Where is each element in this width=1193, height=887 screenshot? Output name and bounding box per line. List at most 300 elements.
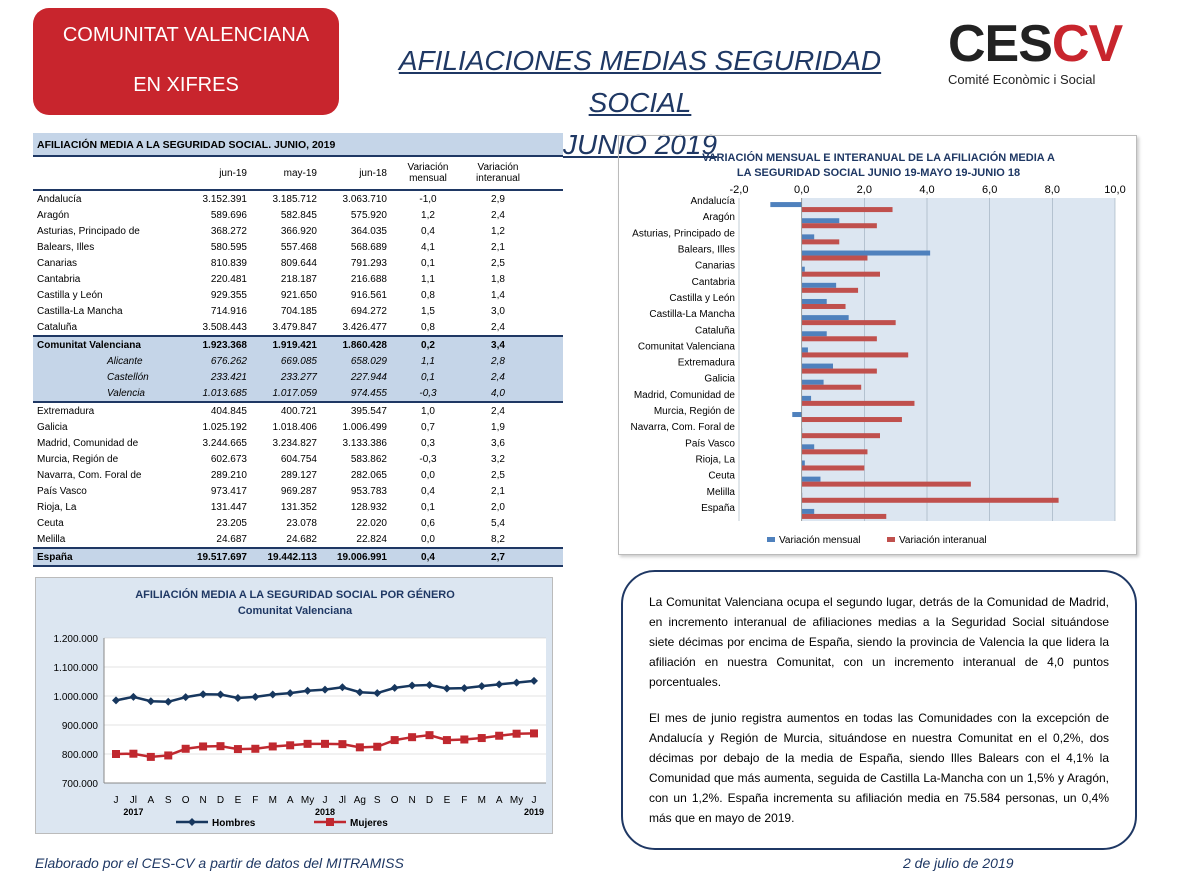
col-header-monthly: Variación mensual — [407, 162, 449, 184]
x-tick-label: Ag — [353, 795, 366, 806]
bar-yearly — [802, 465, 865, 470]
cell: 23.205 — [216, 517, 247, 529]
cell: 953.783 — [350, 485, 387, 497]
cell: 220.481 — [210, 273, 247, 285]
cell: 2,4 — [491, 209, 505, 221]
cell: 131.447 — [210, 501, 247, 513]
title-line-2: JUNIO 2019 — [562, 129, 718, 160]
cell: 218.187 — [280, 273, 317, 285]
cell: 233.277 — [280, 371, 317, 383]
cell: 2,8 — [491, 355, 505, 367]
chart-title: AFILIACIÓN MEDIA A LA SEGURIDAD SOCIAL POR GÉNERO — [135, 589, 455, 601]
table-title: AFILIACIÓN MEDIA A LA SEGURIDAD SOCIAL. JUNIO, 2019 — [33, 133, 563, 157]
y-tick-label: 700.000 — [61, 779, 98, 790]
cell: 658.029 — [350, 355, 387, 367]
data-point — [356, 743, 364, 751]
publication-date: 2 de julio de 2019 — [903, 855, 1014, 871]
cell: 0,8 — [421, 321, 435, 333]
table-row-cv — [33, 337, 563, 353]
table-row — [33, 239, 563, 255]
cell: 973.417 — [210, 485, 247, 497]
cell: 694.272 — [350, 305, 387, 317]
bar-monthly — [792, 412, 801, 417]
cell: 3,0 — [491, 305, 505, 317]
spain-block — [33, 547, 563, 567]
cell: 2,9 — [491, 193, 505, 205]
cell: 602.673 — [210, 453, 247, 465]
bar-yearly — [802, 272, 880, 277]
row-label: Castellón — [107, 371, 149, 383]
x-tick-label: D — [216, 795, 225, 806]
cell: 8,2 — [491, 533, 505, 545]
cell: 1,4 — [491, 289, 505, 301]
data-point — [530, 729, 538, 737]
data-point — [321, 740, 329, 748]
y-category-label: Galicia — [704, 373, 735, 385]
table-row — [33, 499, 563, 515]
x-tick-label: J — [531, 795, 537, 806]
y-category-label: Aragón — [702, 212, 735, 224]
cell: 0,1 — [421, 501, 435, 513]
table-row — [33, 191, 563, 207]
row-label: Melilla — [37, 533, 66, 545]
bar-monthly — [802, 509, 815, 514]
cell: 2,7 — [491, 551, 505, 563]
legend-marker — [188, 818, 196, 826]
cell: 289.210 — [210, 469, 247, 481]
x-tick-label: A — [286, 795, 294, 806]
row-label: España — [37, 551, 73, 563]
cell: 1.860.428 — [342, 339, 387, 351]
cell: 0,3 — [421, 437, 435, 449]
cell: 809.644 — [280, 257, 317, 269]
x-tick-label: My — [300, 795, 315, 806]
year-label: 2018 — [314, 807, 336, 817]
cell: 289.127 — [280, 469, 317, 481]
y-category-label: Castilla y León — [669, 292, 735, 304]
col-header-jun18: jun-18 — [359, 167, 387, 179]
bar-yearly — [802, 207, 893, 212]
cell: -0,3 — [419, 453, 437, 465]
y-tick-label: 900.000 — [61, 721, 98, 732]
col-header-region — [33, 157, 183, 189]
cell: 568.689 — [350, 241, 387, 253]
source-note: Elaborado por el CES-CV a partir de datos del MITRAMISS — [35, 855, 404, 871]
row-label: Castilla-La Mancha — [37, 305, 123, 317]
x-tick-label: M — [268, 795, 277, 806]
cell: 791.293 — [350, 257, 387, 269]
table-row — [33, 319, 563, 335]
cell: 5,4 — [491, 517, 505, 529]
legend-label: Variación mensual — [779, 535, 861, 546]
bar-yearly — [802, 223, 877, 228]
table-row — [33, 271, 563, 287]
x-tick-label: 2,0 — [856, 184, 872, 196]
commentary-paragraph-2: El mes de junio registra aumentos en todas las Comunidades con la excepción de Andalucía y Región de Murcia, situándose en nuestra Comunitat en el 0,2%, dos décimas por debajo de la media de España, siendo Illes Balears con el 4,1% la Comunidad que más aumenta, seguida de Castilla La-Mancha con un 1,5% y Aragón, con un 1,2%. España incrementa su afiliación media en 75.584 personas, un 0,4% más que en mayo de 2019. — [649, 711, 1109, 825]
cell: 364.035 — [350, 225, 387, 237]
row-label: Andalucía — [37, 193, 82, 205]
cell: 575.920 — [350, 209, 387, 221]
cell: 0,8 — [421, 289, 435, 301]
logo-subtitle: Comité Econòmic i Social — [948, 72, 1096, 87]
bar-yearly — [802, 256, 868, 261]
cell: 3,2 — [491, 453, 505, 465]
row-label: Castilla y León — [37, 289, 103, 301]
data-point — [443, 736, 451, 744]
bar-monthly — [802, 477, 821, 482]
cell: 582.845 — [280, 209, 317, 221]
x-tick-label: Jl — [338, 795, 347, 806]
bar-yearly — [802, 433, 880, 438]
x-tick-label: N — [408, 795, 416, 806]
cell: 216.688 — [350, 273, 387, 285]
logo-text-main: CES — [948, 15, 1052, 73]
plot-area — [104, 638, 546, 783]
table-row — [33, 483, 563, 499]
bar-yearly — [802, 352, 909, 357]
cell: 19.442.113 — [267, 551, 317, 563]
cell: 19.006.991 — [336, 551, 387, 563]
cell: -1,0 — [419, 193, 437, 205]
cell: 2,4 — [491, 321, 505, 333]
cell: 22.824 — [356, 533, 387, 545]
bar-yearly — [802, 514, 887, 519]
cell: 4,1 — [421, 241, 435, 253]
table-body-bottom — [33, 401, 563, 547]
cell: 24.682 — [286, 533, 317, 545]
legend-label: Hombres — [212, 818, 256, 829]
badge-line-1: COMUNITAT VALENCIANA — [62, 24, 310, 46]
cell: 0,1 — [421, 257, 435, 269]
x-tick-label: Jl — [129, 795, 138, 806]
province-rows — [33, 353, 563, 401]
x-tick-label: M — [477, 795, 486, 806]
table-row — [33, 531, 563, 547]
cell: 3.244.665 — [202, 437, 247, 449]
table-row — [33, 207, 563, 223]
x-tick-label: J — [113, 795, 119, 806]
legend-marker — [326, 818, 334, 826]
cell: 2,1 — [491, 241, 505, 253]
row-label: Rioja, La — [37, 501, 77, 513]
row-label: Extremadura — [37, 405, 95, 417]
cell: 3.133.386 — [342, 437, 387, 449]
chart-title-line-2: LA SEGURIDAD SOCIAL JUNIO 19-MAYO 19-JUNIO 18 — [736, 167, 1021, 179]
col-header-jun19: jun-19 — [219, 167, 247, 179]
y-category-label: Castilla-La Mancha — [649, 309, 735, 321]
cell: 3.426.477 — [342, 321, 387, 333]
bar-yearly — [802, 385, 862, 390]
row-label: Murcia, Región de — [37, 453, 119, 465]
table-row — [33, 419, 563, 435]
cell: 2,4 — [491, 405, 505, 417]
cell: 282.065 — [350, 469, 387, 481]
row-label: País Vasco — [37, 485, 87, 497]
bar-monthly — [802, 315, 849, 320]
row-label: Cantabria — [37, 273, 81, 285]
cell: 676.262 — [210, 355, 247, 367]
cell: 24.687 — [216, 533, 247, 545]
row-label: Valencia — [107, 387, 145, 399]
cell: 3.063.710 — [342, 193, 387, 205]
data-point — [373, 743, 381, 751]
logo-text-accent: CV — [1051, 15, 1123, 73]
table-row — [33, 451, 563, 467]
x-tick-label: D — [425, 795, 434, 806]
y-category-label: Rioja, La — [695, 454, 735, 466]
cell: 604.754 — [280, 453, 317, 465]
row-label: Canarias — [37, 257, 78, 269]
y-category-label: Cataluña — [694, 325, 735, 337]
cell: 131.352 — [280, 501, 317, 513]
ces-cv-logo — [948, 15, 1123, 88]
cell: 3,4 — [491, 339, 505, 351]
table-row — [33, 467, 563, 483]
bar-monthly — [770, 202, 801, 207]
cell: 1,1 — [421, 273, 435, 285]
col-header-yearly: Variación interanual — [476, 162, 520, 184]
cell: 2,1 — [491, 485, 505, 497]
cell: 580.595 — [210, 241, 247, 253]
badge-line-2: EN XIFRES — [133, 74, 239, 96]
cell: -0,3 — [419, 387, 437, 399]
data-point — [478, 734, 486, 742]
cell: 3.185.712 — [272, 193, 317, 205]
bar-monthly — [802, 364, 833, 369]
cell: 3.479.847 — [272, 321, 317, 333]
y-tick-label: 1.000.000 — [53, 692, 98, 703]
cell: 921.650 — [280, 289, 317, 301]
x-tick-label: N — [199, 795, 207, 806]
row-label: Asturias, Principado de — [37, 225, 140, 237]
cell: 974.455 — [350, 387, 387, 399]
cell: 0,2 — [421, 339, 435, 351]
table-row — [33, 403, 563, 419]
bar-monthly — [802, 299, 827, 304]
cell: 1.919.421 — [272, 339, 317, 351]
legend-swatch — [887, 537, 895, 542]
row-label: Galicia — [37, 421, 68, 433]
cell: 1,2 — [491, 225, 505, 237]
data-point — [182, 745, 190, 753]
cell: 19.517.697 — [196, 551, 247, 563]
bar-yearly — [802, 401, 915, 406]
data-point — [408, 733, 416, 741]
y-category-label: Cantabria — [691, 276, 735, 288]
cell: 1.017.059 — [272, 387, 317, 399]
legend-swatch — [767, 537, 775, 542]
year-label: 2017 — [123, 807, 144, 817]
bar-monthly — [802, 444, 815, 449]
data-point — [391, 736, 399, 744]
data-point — [251, 745, 259, 753]
bar-yearly — [802, 449, 868, 454]
data-point — [495, 732, 503, 740]
cell: 0,6 — [421, 517, 435, 529]
cell: 227.944 — [350, 371, 387, 383]
table-row — [33, 287, 563, 303]
bar-monthly — [802, 218, 840, 223]
x-tick-label: E — [234, 795, 242, 806]
cell: 1,5 — [421, 305, 435, 317]
bar-yearly — [802, 288, 858, 293]
x-tick-label: A — [147, 795, 155, 806]
x-tick-label: O — [390, 795, 399, 806]
table-row-spain — [33, 549, 563, 565]
cell: 3,6 — [491, 437, 505, 449]
cell: 366.920 — [280, 225, 317, 237]
table-body-top — [33, 191, 563, 335]
y-tick-label: 800.000 — [61, 750, 98, 761]
bar-yearly — [802, 239, 840, 244]
cell: 368.272 — [210, 225, 247, 237]
row-label: Aragón — [37, 209, 70, 221]
y-category-label: Andalucía — [690, 196, 735, 208]
data-point — [112, 750, 120, 758]
cell: 1,9 — [491, 421, 505, 433]
y-category-label: Madrid, Comunidad de — [633, 389, 735, 401]
bar-chart-svg — [619, 136, 1138, 556]
data-point — [217, 742, 225, 750]
x-tick-label: 4,0 — [919, 184, 935, 196]
row-label: Balears, Illes — [37, 241, 95, 253]
y-tick-label: 1.100.000 — [53, 663, 98, 674]
x-tick-label: J — [322, 795, 328, 806]
x-tick-label: S — [373, 795, 381, 806]
cell: 1,8 — [491, 273, 505, 285]
x-tick-label: 10,0 — [1104, 184, 1126, 196]
data-point — [286, 741, 294, 749]
bar-yearly — [802, 369, 877, 374]
x-tick-label: F — [461, 795, 468, 806]
cell: 1.923.368 — [202, 339, 247, 351]
cell: 404.845 — [210, 405, 247, 417]
bar-monthly — [802, 283, 836, 288]
bar-monthly — [802, 380, 824, 385]
year-label: 2019 — [523, 807, 545, 817]
cell: 1,1 — [421, 355, 435, 367]
cell: 3.152.391 — [202, 193, 247, 205]
x-tick-label: My — [509, 795, 524, 806]
data-point — [513, 730, 521, 738]
cell: 3.508.443 — [202, 321, 247, 333]
cell: 1,0 — [421, 405, 435, 417]
y-tick-label: 1.200.000 — [53, 634, 98, 645]
legend-label: Variación interanual — [899, 535, 987, 546]
cell: 2,5 — [491, 469, 505, 481]
data-point — [426, 731, 434, 739]
cell: 1.018.406 — [272, 421, 317, 433]
cell: 714.916 — [210, 305, 247, 317]
cell: 395.547 — [350, 405, 387, 417]
table-row — [33, 303, 563, 319]
commentary-paragraph-1: La Comunitat Valenciana ocupa el segundo lugar, detrás de la Comunidad de Madrid, en incremento interanual de afiliaciones medias a la Seguridad Social situándose siete décimas por encima de España, siendo la provincia de Valencia la que lidera la afiliación en nuestra Comunitat, con un incremento interanual de 4,0 puntos porcentuales. — [649, 595, 1109, 689]
cell: 3.234.827 — [272, 437, 317, 449]
cell: 23.078 — [286, 517, 317, 529]
bar-yearly — [802, 482, 971, 487]
data-point — [129, 750, 137, 758]
table-header-row — [33, 157, 563, 191]
y-category-label: España — [701, 502, 735, 514]
cell: 2,5 — [491, 257, 505, 269]
cell: 233.421 — [210, 371, 247, 383]
bar-monthly — [802, 234, 815, 239]
variation-bar-chart — [618, 135, 1137, 555]
cell: 589.696 — [210, 209, 247, 221]
affiliation-table — [33, 133, 563, 567]
cell: 2,0 — [491, 501, 505, 513]
table-row — [33, 255, 563, 271]
y-category-label: Extremadura — [677, 357, 735, 369]
y-category-label: Murcia, Región de — [653, 406, 735, 418]
bar-yearly — [802, 320, 896, 325]
x-tick-label: -2,0 — [729, 184, 749, 196]
x-tick-label: 6,0 — [982, 184, 998, 196]
cell: 2,4 — [491, 371, 505, 383]
bar-monthly — [802, 251, 930, 256]
data-point — [164, 751, 172, 759]
bar-yearly — [802, 336, 877, 341]
cell: 916.561 — [350, 289, 387, 301]
cell: 0,0 — [421, 533, 435, 545]
data-point — [304, 740, 312, 748]
legend-label: Mujeres — [350, 818, 388, 829]
cell: 0,4 — [421, 485, 435, 497]
table-row — [33, 223, 563, 239]
data-point — [147, 753, 155, 761]
data-point — [199, 742, 207, 750]
table-row — [33, 435, 563, 451]
x-tick-label: 8,0 — [1044, 184, 1060, 196]
cell: 0,4 — [421, 551, 435, 563]
cell: 929.355 — [210, 289, 247, 301]
y-category-label: Canarias — [694, 260, 735, 272]
row-label: Navarra, Com. Foral de — [37, 469, 142, 481]
cell: 1,2 — [421, 209, 435, 221]
y-category-label: País Vasco — [685, 438, 735, 450]
cell: 704.185 — [280, 305, 317, 317]
cv-block — [33, 335, 563, 401]
y-category-label: Comunitat Valenciana — [637, 341, 735, 353]
table-row — [33, 385, 563, 401]
cell: 669.085 — [280, 355, 317, 367]
row-label: Comunitat Valenciana — [37, 339, 141, 351]
bar-monthly — [802, 331, 827, 336]
line-chart-svg — [36, 578, 554, 835]
bar-yearly — [802, 498, 1059, 503]
table-row — [33, 515, 563, 531]
cell: 4,0 — [491, 387, 505, 399]
x-tick-label: F — [252, 795, 259, 806]
cell: 400.721 — [280, 405, 317, 417]
bar-monthly — [802, 460, 805, 465]
cell: 969.287 — [280, 485, 317, 497]
cell: 0,0 — [421, 469, 435, 481]
bar-monthly — [802, 267, 805, 272]
data-point — [234, 745, 242, 753]
cell: 1.013.685 — [202, 387, 247, 399]
cell: 583.862 — [350, 453, 387, 465]
table-row — [33, 369, 563, 385]
row-label: Cataluña — [37, 321, 78, 333]
title-line-1: AFILIACIONES MEDIAS SEGURIDAD SOCIAL — [398, 45, 882, 118]
data-point — [269, 742, 277, 750]
cell: 0,7 — [421, 421, 435, 433]
row-label: Alicante — [107, 355, 143, 367]
cell: 0,4 — [421, 225, 435, 237]
cell: 810.839 — [210, 257, 247, 269]
region-badge — [33, 8, 339, 115]
